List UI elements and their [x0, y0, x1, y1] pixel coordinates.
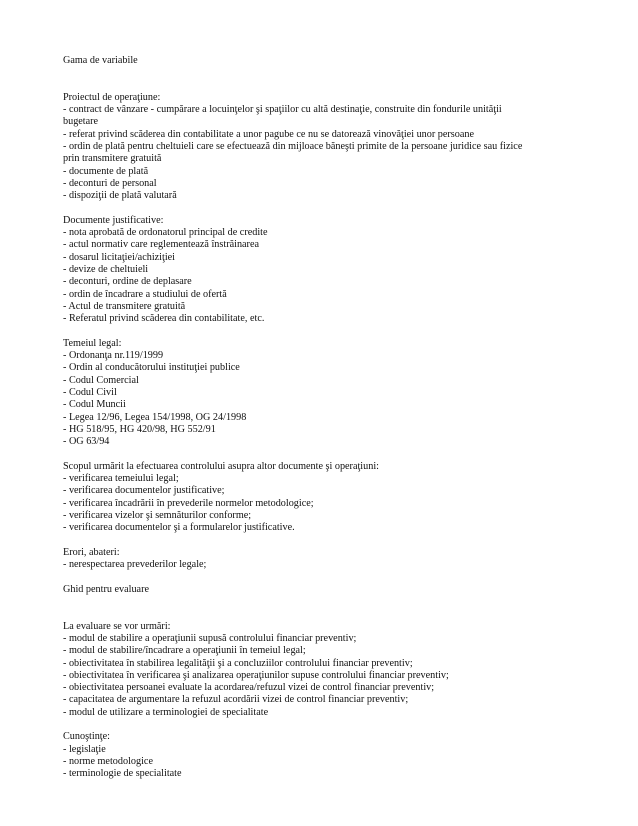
- list-item: - nota aprobată de ordonatorul principal de credite: [63, 227, 268, 239]
- list-item: - Codul Comercial: [63, 374, 139, 386]
- list-item: - Referatul privind scăderea din contabilitate, etc.: [63, 313, 265, 325]
- section-heading: Documente justificative:: [63, 214, 164, 226]
- list-item: - Ordonanţa nr.119/1999: [63, 350, 164, 362]
- list-item: - Ordin al conducătorului instituţiei publice: [63, 362, 240, 374]
- list-item: - obiectivitatea persoanei evaluate la acordarea/refuzul vizei de control financiar preventiv;: [63, 682, 435, 694]
- list-item: - deconturi de personal: [63, 177, 157, 189]
- list-item: - verificarea documentelor şi a formularelor justificative.: [63, 522, 295, 534]
- section-heading: Scopul urmărit la efectuarea controlului asupra altor documente şi operaţiuni:: [63, 460, 379, 472]
- list-item: - verificarea documentelor justificative;: [63, 485, 225, 497]
- list-item: - nerespectarea prevederilor legale;: [63, 559, 207, 571]
- section-cunostinte: [63, 731, 583, 780]
- list-item: - ordin de încadrare a studiului de ofertă: [63, 288, 227, 300]
- list-item: - OG 63/94: [63, 436, 110, 448]
- section-erori: [63, 547, 583, 572]
- list-item: bugetare: [63, 116, 99, 128]
- list-item: - capacitatea de argumentare la refuzul acordării vizei de control financiar preventiv;: [63, 694, 409, 706]
- list-item: - referat privind scăderea din contabilitate a unor pagube ce nu se datorează vinovăţiei unor persoane: [63, 128, 474, 140]
- section-heading: Erori, abateri:: [63, 546, 120, 558]
- section-documente: [63, 215, 583, 326]
- list-item: - HG 518/95, HG 420/98, HG 552/91: [63, 423, 216, 435]
- list-item: - norme metodologice: [63, 755, 153, 767]
- list-item: - dosarul licitaţiei/achiziţiei: [63, 251, 176, 263]
- section-heading: Proiectul de operaţiune:: [63, 91, 161, 103]
- list-item: - Legea 12/96, Legea 154/1998, OG 24/1998: [63, 411, 247, 423]
- list-item: - contract de vânzare - cumpărare a locuinţelor şi spaţiilor cu altă destinaţie, construite din fondurile unităţii: [63, 104, 502, 116]
- section-scopul: [63, 461, 583, 535]
- list-item: - verificarea temeiului legal;: [63, 473, 179, 485]
- section-heading: Temeiul legal:: [63, 337, 122, 349]
- list-item: - actul normativ care reglementează înstrăinarea: [63, 239, 259, 251]
- list-item: - obiectivitatea în stabilirea legalităţii şi a concluziilor controlului financiar preventiv;: [63, 657, 413, 669]
- list-item: - modul de utilizare a terminologiei de specialitate: [63, 706, 269, 718]
- list-item: - deconturi, ordine de deplasare: [63, 276, 192, 288]
- section-evaluare: [63, 621, 583, 719]
- list-item: - devize de cheltuieli: [63, 264, 149, 276]
- list-item: - Actul de transmitere gratuită: [63, 300, 186, 312]
- list-item: - modul de stabilire a operaţiunii supusă controlului financiar preventiv;: [63, 632, 357, 644]
- list-item: - dispoziţii de plată valutară: [63, 190, 177, 202]
- list-item: - modul de stabilire/încadrare a operaţiunii în temeiul legal;: [63, 645, 306, 657]
- guide-heading: Ghid pentru evaluare: [63, 583, 149, 595]
- list-item: - verificarea vizelor şi semnăturilor conforme;: [63, 509, 252, 521]
- list-item: - Codul Muncii: [63, 399, 126, 411]
- section-heading: Cunoştinţe:: [63, 731, 110, 743]
- list-item: - obiectivitatea în verificarea şi analizarea operaţiunilor supuse controlului financiar preventiv;: [63, 669, 449, 681]
- list-item: - ordin de plată pentru cheltuieli care se efectuează din mijloace băneşti primite de la persoane juridice sau fizice: [63, 141, 523, 153]
- list-item: - Codul Civil: [63, 387, 117, 399]
- list-item: - legislaţie: [63, 743, 106, 755]
- section-proiectul: [63, 92, 583, 203]
- section-temeiul: [63, 338, 583, 449]
- document-page: [63, 55, 583, 781]
- list-item: - terminologie de specialitate: [63, 768, 182, 780]
- list-item: - verificarea încadrării în prevederile normelor metodologice;: [63, 497, 314, 509]
- document-title: Gama de variabile: [63, 55, 138, 66]
- list-item: - documente de plată: [63, 165, 149, 177]
- section-heading: La evaluare se vor urmări:: [63, 620, 171, 632]
- list-item: prin transmitere gratuită: [63, 153, 162, 165]
